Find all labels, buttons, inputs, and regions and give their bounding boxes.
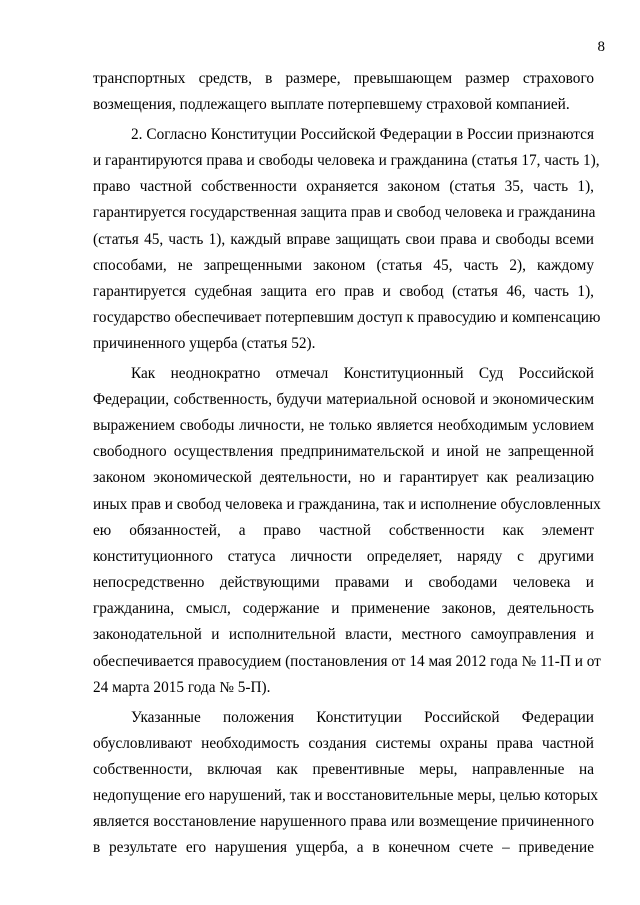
text-line: обусловливают необходимость создания системы охраны права частной: [93, 735, 594, 752]
text-line: в результате его нарушения ущерба, а в конечном счете – приведение: [93, 839, 594, 856]
text-line: Федерации, собственность, будучи материальной основой и экономическим: [93, 391, 594, 408]
text-line: конституционного статуса личности определяет, наряду с другими: [93, 548, 594, 565]
text-line: законом экономической деятельности, но и гарантирует как реализацию: [93, 469, 594, 486]
page-number: 8: [597, 39, 605, 55]
text-line: (статья 45, часть 1), каждый вправе защищать свои права и свободы всеми: [93, 231, 594, 248]
text-line: 24 марта 2015 года № 5-П).: [93, 679, 271, 696]
text-line: причиненного ущерба (статья 52).: [93, 335, 316, 352]
text-line: законодательной и исполнительной власти, местного самоуправления и: [93, 626, 594, 643]
text-line: возмещения, подлежащего выплате потерпевшему страховой компанией.: [93, 96, 570, 113]
text-line: выражением свободы личности, не только является необходимым условием: [93, 417, 594, 434]
text-line: и гарантируются права и свободы человека и гражданина (статья 17, часть 1),: [93, 152, 600, 169]
text-line: Как неоднократно отмечал Конституционный Суд Российской: [131, 365, 594, 382]
text-line: право частной собственности охраняется законом (статья 35, часть 1),: [93, 178, 594, 195]
text-line: способами, не запрещенными законом (статья 45, часть 2), каждому: [93, 257, 594, 274]
text-line: является восстановление нарушенного права или возмещение причиненного: [93, 813, 594, 830]
text-line: непосредственно действующими правами и свободами человека и: [93, 574, 594, 591]
text-line: собственности, включая как превентивные меры, направленные на: [93, 761, 594, 778]
text-line: Указанные положения Конституции Российской Федерации: [131, 709, 594, 726]
text-line: 2. Согласно Конституции Российской Федерации в России признаются: [131, 126, 594, 143]
text-line: гарантируется государственная защита прав и свобод человека и гражданина: [93, 204, 596, 221]
text-line: транспортных средств, в размере, превышающем размер страхового: [93, 70, 594, 87]
text-line: гарантируется судебная защита его прав и свобод (статья 46, часть 1),: [93, 283, 594, 300]
text-line: гражданина, смысл, содержание и применение законов, деятельность: [93, 600, 594, 617]
text-line: государство обеспечивает потерпевшим доступ к правосудию и компенсацию: [93, 309, 601, 326]
text-line: обеспечивается правосудием (постановления от 14 мая 2012 года № 11-П и от: [93, 653, 601, 670]
text-line: недопущение его нарушений, так и восстановительные меры, целью которых: [93, 787, 599, 804]
text-line: ею обязанностей, а право частной собственности как элемент: [93, 522, 594, 539]
text-line: свободного осуществления предпринимательской и иной не запрещенной: [93, 443, 594, 460]
text-line: иных прав и свобод человека и гражданина, так и исполнение обусловленных: [93, 496, 601, 513]
